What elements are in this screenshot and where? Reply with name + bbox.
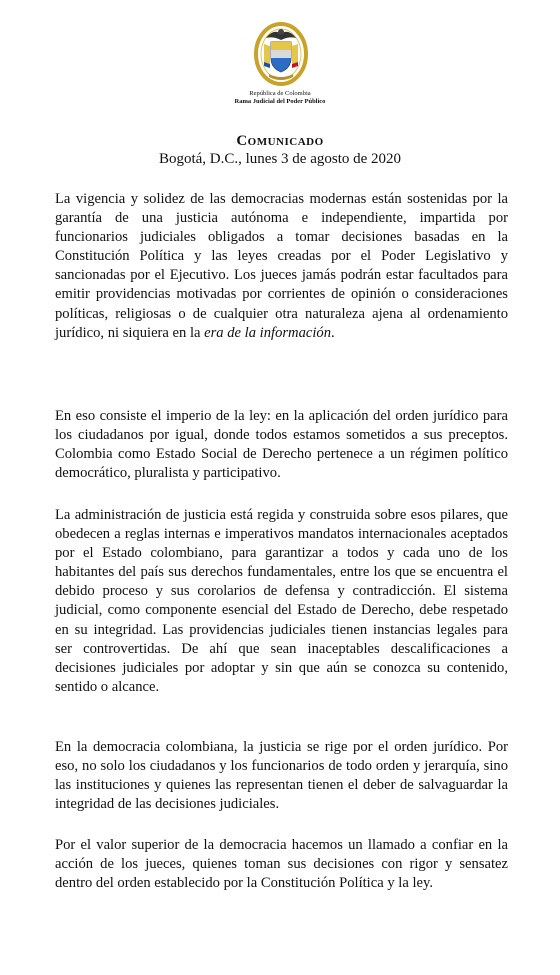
- org-name-judicial-branch: Rama Judicial del Poder Público: [234, 98, 326, 105]
- paragraph-4: En la democracia colombiana, la justicia se rige por el orden jurídico. Por eso, no solo los ciudadanos y los funcionarios de todo orden y jerarquía, sino las instituciones y quienes las representan tienen el deber de salvaguardar la integridad de las decisiones judiciales.: [55, 739, 508, 813]
- dateline: Bogotá, D.C., lunes 3 de agosto de 2020: [158, 151, 402, 167]
- document-title: Comunicado: [236, 133, 324, 149]
- coat-of-arms-icon: [252, 18, 310, 88]
- paragraph-1-text: La vigencia y solidez de las democracias modernas están sostenidas por la garantía de una justicia autónoma e independiente, impartida por funcionarios judiciales obligados a tomar decisiones basadas en la Constitución Política y las leyes creadas por el Poder Legislativo y sancionadas por el Ejecutivo. Los jueces jamás podrán estar facultados para emitir providencias motivadas por corrientes de opinión o consideraciones políticas, religiosas o de cualquier otra naturaleza ajena al ordenamiento jurídico, ni siquiera en la: [55, 191, 508, 341]
- paragraph-2: En eso consiste el imperio de la ley: en la aplicación del orden jurídico para los ciudadanos por igual, donde todos estamos sometidos a sus preceptos. Colombia como Estado Social de Derecho pertenece a un régimen político democrático, pluralista y participativo.: [55, 408, 508, 482]
- paragraph-1-end: .: [331, 324, 335, 341]
- paragraph-5: Por el valor superior de la democracia hacemos un llamado a confiar en la acción de los jueces, quienes toman sus decisiones con rigor y sensatez dentro del orden establecido por la Constitución Política y la ley.: [55, 837, 508, 892]
- paragraph-1: [55, 190, 508, 343]
- paragraph-3: La administración de justicia está regida y construida sobre esos pilares, que obedecen a reglas internas e imperativos mandatos internacionales aceptados por el Estado colombiano, para garantizar a todos y cada uno de los habitantes del país sus derechos fundamentales, entre los que se encuentra el debido proceso y sus corolarios de defensa y contradicción. El sistema judicial, como componente esencial del Estado de Derecho, debe respetado en su integridad. Las providencias judiciales tienen instancias legales para ser controvertidas. De ahí que sean inaceptables descalificaciones a decisiones judiciales por adoptar y sin que aún se conozca su contenido, sentido o alcance.: [55, 507, 508, 695]
- paragraph-1-italic: era de la información: [204, 324, 332, 341]
- org-name-republic: República de Colombia: [249, 90, 311, 97]
